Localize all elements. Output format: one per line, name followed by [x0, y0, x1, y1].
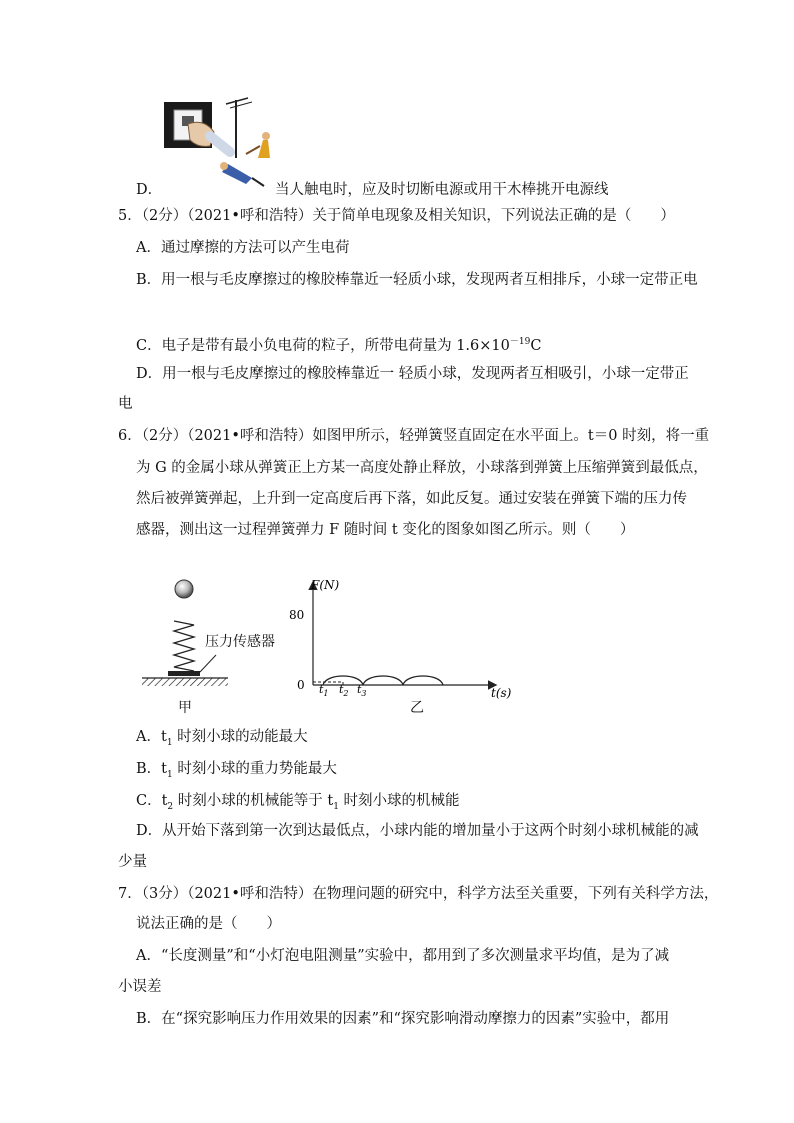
t3-letter: t [357, 683, 362, 696]
q6-option-a-sub: 1 [166, 737, 173, 748]
q6-option-c-post: 时刻小球的机械能 [338, 793, 460, 809]
metal-ball [175, 580, 193, 598]
q5-option-c-unit: C [530, 337, 542, 354]
q5-option-b: B．用一根与毛皮摩擦过的橡胶棒靠近一轻质小球，发现两者互相排斥，小球一定带正电 [136, 272, 698, 288]
q7-stem-line2: 说法正确的是（ ） [136, 916, 281, 932]
figure-yi-label: 乙 [410, 700, 424, 716]
q7-option-b-line1: B．在“探究影响压力作用效果的因素”和“探究影响滑动摩擦力的因素”实验中，都用 [136, 1011, 670, 1027]
force-time-graph [285, 575, 525, 700]
q6-option-c-pre: C．t [136, 793, 168, 809]
force-pulse-2 [363, 676, 403, 685]
t1-letter: t [319, 683, 324, 696]
figure-jia [138, 575, 298, 720]
q6-option-a [136, 727, 308, 753]
option-d-text: 当人触电时，应及时切断电源或用干木棒挑开电源线 [275, 182, 609, 198]
q6-stem-line1: 6．（2分）（2021•呼和浩特）如图甲所示，轻弹簧竖直固定在水平面上。t＝0 时刻，将一重 [118, 428, 710, 444]
q6-option-c [136, 791, 460, 817]
t3-sub: 3 [361, 689, 367, 698]
q6-stem-line2: 为 G 的金属小球从弹簧正上方某一高度处静止释放，小球落到弹簧上压缩弹簧到最低点， [136, 460, 708, 476]
force-pulse-3 [403, 676, 443, 685]
electric-shock-drawing [160, 96, 280, 192]
q5-option-c [136, 332, 541, 356]
q6-option-c-sub2: 1 [333, 801, 339, 812]
t2-letter: t [339, 683, 344, 696]
q6-stem-line3: 然后被弹簧弹起，上升到一定高度后再下落，如此反复。通过安装在弹簧下端的压力传 [136, 491, 687, 507]
q7-stem-line1: 7．（3分）（2021•呼和浩特）在物理问题的研究中，科学方法至关重要，下列有关科学方法， [118, 886, 719, 902]
option-d-letter: D． [136, 182, 163, 198]
figure-jia-label: 甲 [178, 700, 192, 716]
q5-option-c-text: C．电子是带有最小负电荷的粒子，所带电荷量为 1.6×10 [136, 337, 510, 354]
q6-option-b-sub: 1 [166, 769, 173, 780]
figure-yi [285, 575, 525, 720]
q6-stem-line4: 感器，测出这一过程弹簧弹力 F 随时间 t 变化的图象如图乙所示。则（ ） [136, 522, 635, 538]
q7-option-a-line2: 小误差 [118, 979, 162, 995]
t2-sub: 2 [343, 689, 349, 698]
x-axis-label: t(s) [491, 686, 512, 700]
ground [142, 678, 228, 686]
q7-option-a-line1: A．“长度测量”和“小灯泡电阻测量”实验中，都用到了多次测量求平均值，是为了减 [136, 948, 670, 964]
q6-option-b-pre: B．t [136, 761, 167, 777]
pressure-sensor [168, 671, 200, 676]
q6-option-c-sub: 2 [167, 801, 174, 812]
q6-option-c-mid: 时刻小球的机械能等于 t [173, 793, 334, 809]
electric-shock-illustration [160, 96, 280, 192]
q5-option-d-line2: 电 [118, 396, 133, 412]
q6-option-a-pre: A．t [136, 729, 167, 745]
q5-option-a: A．通过摩擦的方法可以产生电荷 [136, 240, 350, 256]
q5-stem: 5．（2分）（2021•呼和浩特）关于简单电现象及相关知识，下列说法正确的是（ ） [118, 208, 675, 224]
peak-value-label: 80 [289, 608, 305, 622]
q5-option-d-line1: D．用一根与毛皮摩擦过的橡胶棒靠近一 轻质小球，发现两者互相吸引，小球一定带正 [136, 366, 689, 382]
t1-sub: 1 [323, 689, 329, 698]
q6-option-b [136, 759, 337, 785]
sensor-label: 压力传感器 [205, 634, 275, 650]
q6-option-a-post: 时刻小球的动能最大 [172, 729, 308, 745]
q6-option-d-line1: D．从开始下落到第一次到达最低点，小球内能的增加量小于这两个时刻小球机械能的减 [136, 823, 699, 839]
origin-label: 0 [297, 678, 305, 692]
q6-option-b-post: 时刻小球的重力势能最大 [172, 761, 337, 777]
y-axis-label: F(N) [311, 578, 340, 592]
q6-option-d-line2: 少量 [118, 854, 147, 870]
spring [174, 621, 194, 671]
q5-option-c-exponent: －19 [509, 337, 531, 347]
